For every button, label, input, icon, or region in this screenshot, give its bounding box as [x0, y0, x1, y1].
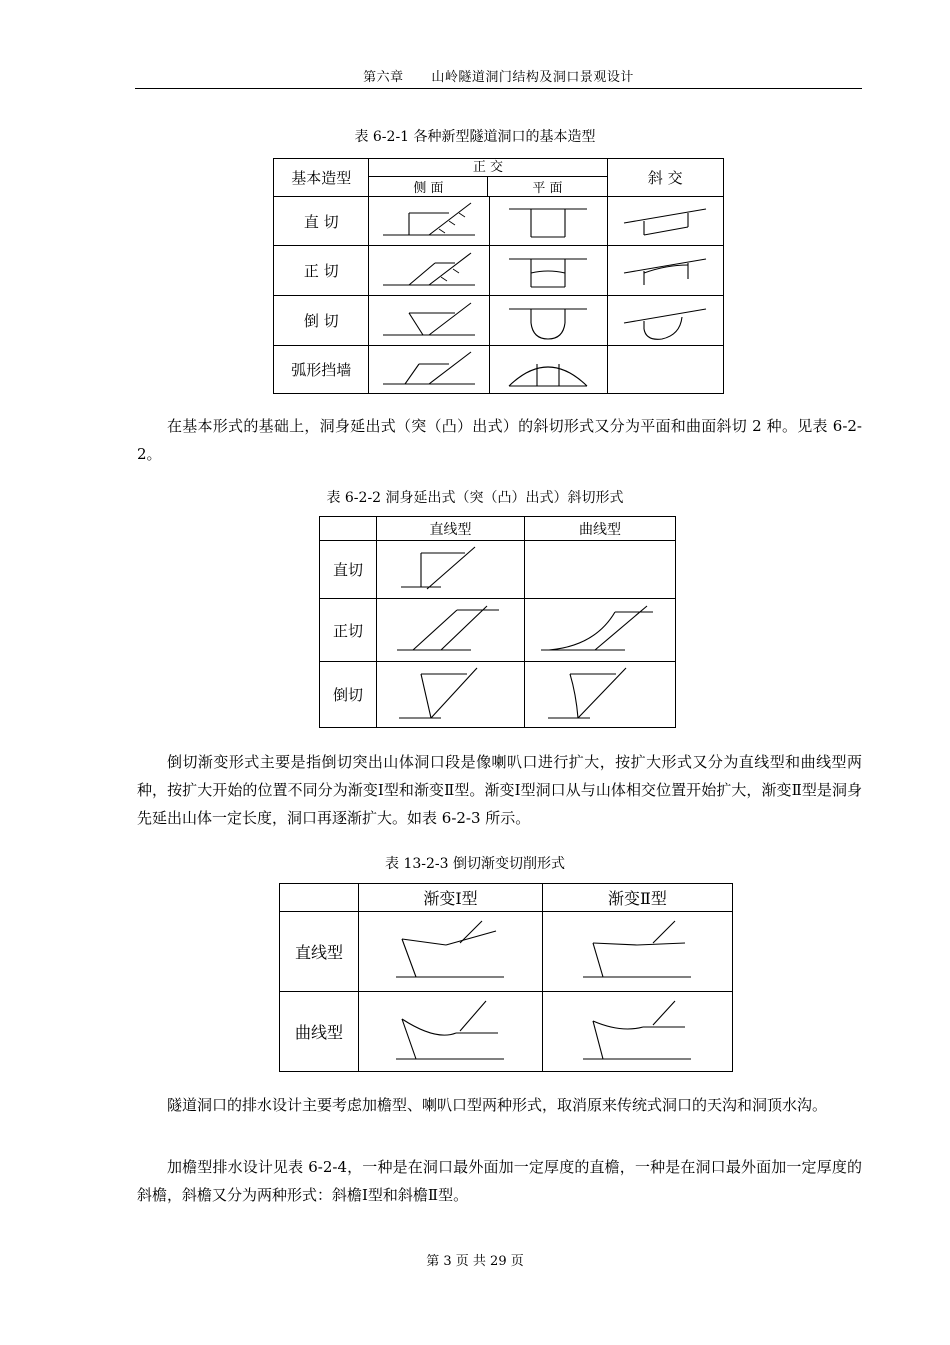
plan-forward-diagram	[503, 249, 593, 293]
table2-empty-cell	[525, 541, 676, 599]
table1-diagram-plan-straight	[490, 197, 607, 246]
header-chapter: 第六章	[363, 70, 404, 85]
table1	[273, 158, 724, 394]
table1-head-basic: 基本造型	[274, 159, 369, 197]
table1-diagram-skew-forward	[607, 246, 724, 296]
side-forward-diagram	[379, 249, 479, 293]
table1-head-orth	[369, 159, 607, 197]
table1-diagram-side-straight	[369, 197, 490, 246]
skew-forward-diagram	[620, 249, 710, 293]
table2-row-label: 直切	[320, 541, 377, 599]
paragraph-1: 在基本形式的基础上，洞身延出式（突（凸）出式）的斜切形式又分为平面和曲面斜切 2 种。见表 6-2-2。	[137, 417, 862, 463]
table3-col-1: 渐变Ⅰ型	[359, 884, 543, 912]
table2-row-label: 正切	[320, 599, 377, 661]
plan-straight-diagram	[503, 199, 593, 243]
table3-row-label: 曲线型	[280, 992, 359, 1072]
table1-head-side: 侧 面	[369, 177, 488, 196]
table1-diagram-plan-arc	[490, 346, 607, 394]
table3-caption: 表 13-2-3 倒切渐变切削形式	[385, 856, 565, 872]
table3-diagram-curve-2	[543, 992, 733, 1072]
curve-type1-diagram	[386, 997, 516, 1067]
table1-row-label: 弧形挡墙	[274, 346, 369, 394]
paragraph-3: 隧道洞口的排水设计主要考虑加檐型、喇叭口型两种形式，取消原来传统式洞口的天沟和洞顶水沟。	[167, 1096, 828, 1114]
paragraph-2: 倒切渐变形式主要是指倒切突出山体洞口段是像喇叭口进行扩大，按扩大形式又分为直线型和曲线型两种，按扩大开始的位置不同分为渐变Ⅰ型和渐变Ⅱ型。渐变Ⅰ型洞口从与山体相交位置开始扩大，渐变Ⅱ型是洞身先延出山体一定长度，洞口再逐渐扩大。如表 6-2-3 所示。	[137, 753, 862, 827]
table2-diagram-linear-forward	[377, 599, 525, 661]
table3-row-label: 直线型	[280, 912, 359, 992]
table3-diagram-linear-1	[359, 912, 543, 992]
curve-forward-diagram	[535, 602, 665, 658]
table2	[319, 516, 676, 728]
linear-reverse-diagram	[391, 664, 511, 724]
table2-diagram-linear-reverse	[377, 661, 525, 727]
table1-diagram-plan-forward	[490, 246, 607, 296]
table1-row-label: 正 切	[274, 246, 369, 296]
table2-col-curve: 曲线型	[525, 517, 676, 541]
table1-empty-cell	[607, 346, 724, 394]
table1-row-label: 倒 切	[274, 296, 369, 346]
table1-diagram-side-arc	[369, 346, 490, 394]
curve-type2-diagram	[573, 997, 703, 1067]
table2-diagram-curve-forward	[525, 599, 676, 661]
table2-col-linear: 直线型	[377, 517, 525, 541]
table1-row-label: 直 切	[274, 197, 369, 246]
table2-row-label: 倒切	[320, 661, 377, 727]
linear-straight-diagram	[391, 543, 511, 597]
table1-diagram-side-reverse	[369, 296, 490, 346]
linear-type1-diagram	[386, 917, 516, 987]
plan-reverse-diagram	[503, 299, 593, 343]
table1-head-plan: 平 面	[532, 181, 563, 196]
skew-straight-diagram	[620, 199, 710, 243]
table1-diagram-skew-straight	[607, 197, 724, 246]
table3-corner	[280, 884, 359, 912]
table2-diagram-curve-reverse	[525, 661, 676, 727]
paragraph-4: 加檐型排水设计见表 6-2-4，一种是在洞口最外面加一定厚度的直檐，一种是在洞口最外面加一定厚度的斜檐，斜檐又分为两种形式：斜檐Ⅰ型和斜檐Ⅱ型。	[137, 1158, 862, 1204]
table1-caption: 表 6-2-1 各种新型隧道洞口的基本造型	[354, 129, 596, 145]
side-arc-diagram	[379, 348, 479, 392]
table3-diagram-linear-2	[543, 912, 733, 992]
table3-col-2: 渐变Ⅱ型	[543, 884, 733, 912]
table1-diagram-side-forward	[369, 246, 490, 296]
table2-diagram-linear-straight	[377, 541, 525, 599]
curve-reverse-diagram	[540, 664, 660, 724]
skew-reverse-diagram	[620, 299, 710, 343]
table1-head-skew: 斜 交	[607, 159, 724, 197]
plan-arc-diagram	[503, 348, 593, 392]
page-footer: 第 3 页 共 29 页	[426, 1254, 524, 1269]
linear-type2-diagram	[573, 917, 703, 987]
table1-head-orth-label: 正 交	[472, 160, 504, 175]
header-title: 山岭隧道洞门结构及洞口景观设计	[431, 70, 634, 85]
table3-diagram-curve-1	[359, 992, 543, 1072]
table2-corner	[320, 517, 377, 541]
table1-diagram-skew-reverse	[607, 296, 724, 346]
table3	[279, 883, 733, 1072]
header-rule	[135, 88, 862, 89]
table2-caption: 表 6-2-2 洞身延出式（突（凸）出式）斜切形式	[326, 490, 624, 506]
side-straight-diagram	[379, 199, 479, 243]
side-reverse-diagram	[379, 299, 479, 343]
running-header	[135, 66, 862, 85]
linear-forward-diagram	[391, 602, 511, 658]
table1-diagram-plan-reverse	[490, 296, 607, 346]
